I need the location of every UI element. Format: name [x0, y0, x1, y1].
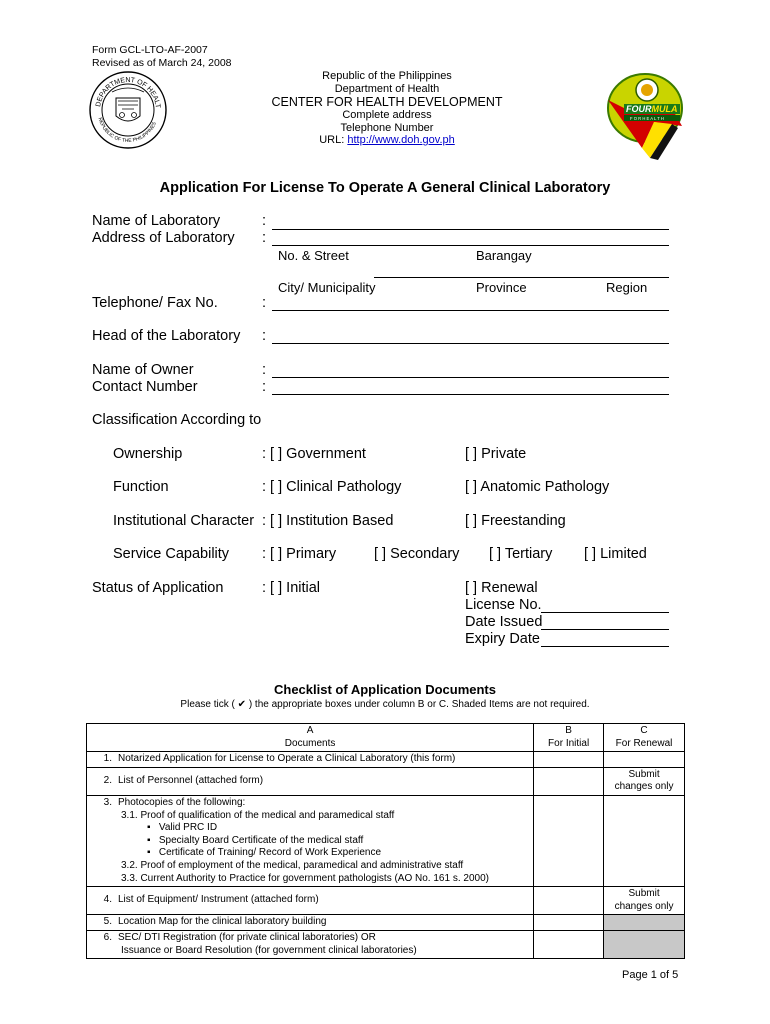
address-city-field[interactable]	[374, 277, 669, 278]
table-row: 4. List of Equipment/ Instrument (attached form) Submit changes only	[87, 887, 685, 915]
colon: :	[262, 328, 267, 344]
region-label: Region	[606, 280, 648, 295]
page-number: Page 1 of 5	[622, 969, 679, 981]
seal-bottom-text: REPUBLIC OF THE PHILIPPINES	[96, 116, 158, 145]
license-no-label: License No.	[465, 597, 542, 613]
telephone-label: Telephone/ Fax No.	[92, 295, 218, 311]
row3-initial-box[interactable]	[534, 795, 604, 886]
form-code: Form GCL-LTO-AF-2007	[92, 44, 208, 56]
header-telephone: Telephone Number	[340, 122, 434, 134]
barangay-label: Barangay	[476, 248, 532, 263]
table-row: 6. SEC/ DTI Registration (for private clinical laboratories) OR Issuance or Board Resolution (for government clinical laboratories)	[87, 930, 685, 958]
row6-initial-box[interactable]	[534, 930, 604, 958]
service-primary-option[interactable]: : [ ] Primary	[262, 546, 337, 562]
page-title: Application For License To Operate A General Clinical Laboratory	[159, 180, 611, 196]
service-tertiary-option[interactable]: [ ] Tertiary	[489, 546, 553, 562]
colon: :	[262, 362, 267, 378]
header-url-label: URL:	[319, 134, 345, 146]
owner-label: Name of Owner	[92, 362, 194, 378]
header-url-line	[257, 134, 517, 146]
form-revised: Revised as of March 24, 2008	[92, 57, 232, 69]
head-field[interactable]	[272, 343, 669, 344]
province-label: Province	[476, 280, 527, 295]
classification-heading: Classification According to	[92, 412, 262, 428]
function-anatomic-option[interactable]: [ ] Anatomic Pathology	[465, 479, 610, 495]
row5-initial-box[interactable]	[534, 915, 604, 931]
checklist-table	[86, 723, 685, 959]
contact-label: Contact Number	[92, 379, 198, 395]
row3-renewal-box[interactable]	[604, 795, 685, 886]
logo-tagline: F O R H E A L T H	[630, 116, 664, 121]
city-label: City/ Municipality	[278, 280, 376, 295]
address-lab-label: Address of Laboratory	[92, 230, 235, 246]
fourmula-logo	[602, 70, 684, 162]
row2-renewal-box[interactable]: Submit changes only	[604, 767, 685, 795]
ownership-government-option[interactable]: : [ ] Government	[262, 446, 366, 462]
street-label: No. & Street	[278, 248, 349, 263]
head-label: Head of the Laboratory	[92, 328, 241, 344]
table-row: 2. List of Personnel (attached form) Submit changes only	[87, 767, 685, 795]
expiry-label: Expiry Date	[465, 631, 540, 647]
date-issued-field[interactable]	[541, 629, 669, 630]
freestanding-option[interactable]: [ ] Freestanding	[465, 513, 566, 529]
table-row: 3. Photocopies of the following: 3.1. Proof of qualification of the medical and paramedical staff ▪ Valid PRC ID ▪ Specialty Board Certificate of the medical staff ▪ Certificate of Training/ Record of Work Experience 3.2. Proof of employment of the medical, paramedical and administrative staff 3.3. Current Authority to Practice for government pathologists (AO No. 161 s. 2000)	[87, 795, 685, 886]
institutional-label: Institutional Character	[113, 513, 255, 529]
row6-renewal-shaded	[604, 930, 685, 958]
col-a-header: A Documents	[87, 724, 534, 752]
service-limited-option[interactable]: [ ] Limited	[584, 546, 647, 562]
function-label: Function	[113, 479, 169, 495]
row5-renewal-shaded	[604, 915, 685, 931]
logo-word-b: MULA	[651, 104, 678, 114]
name-lab-field[interactable]	[272, 229, 669, 230]
colon: :	[262, 379, 267, 395]
header-department: Department of Health	[334, 83, 440, 95]
header-address: Complete address	[342, 109, 432, 121]
telephone-field[interactable]	[272, 310, 669, 311]
service-secondary-option[interactable]: [ ] Secondary	[374, 546, 460, 562]
colon: :	[262, 213, 267, 229]
ownership-label: Ownership	[113, 446, 183, 462]
table-header-row	[87, 724, 685, 752]
license-no-field[interactable]	[541, 612, 669, 613]
status-initial-option[interactable]: : [ ] Initial	[262, 580, 321, 596]
table-row: 5. Location Map for the clinical laboratory building	[87, 915, 685, 931]
col-b-header: B For Initial	[534, 724, 604, 752]
institution-based-option[interactable]: : [ ] Institution Based	[262, 513, 394, 529]
service-label: Service Capability	[113, 546, 230, 562]
name-lab-label: Name of Laboratory	[92, 213, 221, 229]
address-street-field[interactable]	[272, 245, 669, 246]
ownership-private-option[interactable]: [ ] Private	[465, 446, 527, 462]
checklist-instruction: Please tick ( ✔ ) the appropriate boxes under column B or C. Shaded Items are not required.	[180, 699, 590, 710]
contact-field[interactable]	[272, 394, 669, 395]
seal-top-text: DEPARTMENT OF HEALT	[95, 76, 161, 109]
svg-text:FOURMULA	[626, 104, 678, 114]
owner-field[interactable]	[272, 377, 669, 378]
function-clinical-option[interactable]: : [ ] Clinical Pathology	[262, 479, 402, 495]
status-label: Status of Application	[92, 580, 224, 596]
row4-initial-box[interactable]	[534, 887, 604, 915]
row1-renewal-box[interactable]	[604, 752, 685, 768]
row2-initial-box[interactable]	[534, 767, 604, 795]
expiry-field[interactable]	[541, 646, 669, 647]
colon: :	[262, 230, 267, 246]
row4-renewal-box[interactable]: Submit changes only	[604, 887, 685, 915]
doh-url-link[interactable]: http://www.doh.gov.ph	[347, 134, 455, 146]
header-center: CENTER FOR HEALTH DEVELOPMENT	[271, 95, 503, 109]
colon: :	[262, 295, 267, 311]
checklist-title: Checklist of Application Documents	[274, 682, 496, 697]
doh-seal	[88, 70, 168, 150]
logo-word-a: FOUR	[626, 104, 652, 114]
svg-text:DEPARTMENT OF HEALTH	[88, 70, 161, 109]
col-c-header: C For Renewal	[604, 724, 685, 752]
header-republic: Republic of the Philippines	[322, 70, 452, 82]
status-renewal-option[interactable]: [ ] Renewal	[465, 580, 538, 596]
table-row: 1. Notarized Application for License to Operate a Clinical Laboratory (this form)	[87, 752, 685, 768]
row1-initial-box[interactable]	[534, 752, 604, 768]
date-issued-label: Date Issued	[465, 614, 543, 630]
